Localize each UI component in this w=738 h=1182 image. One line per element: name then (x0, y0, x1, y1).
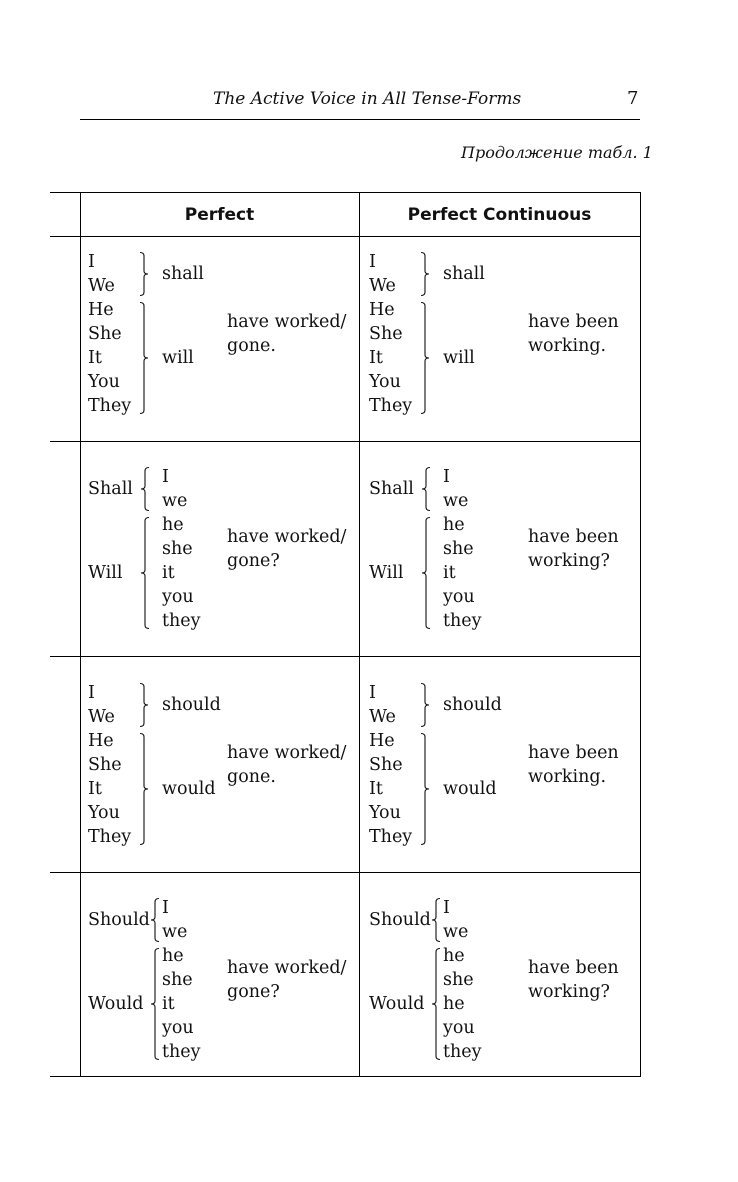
pronoun: she (162, 539, 193, 559)
pronoun: he (443, 994, 465, 1014)
pronoun: we (162, 922, 188, 942)
pronoun: she (162, 970, 193, 990)
pronoun: I (88, 683, 95, 703)
auxiliary-verb: shall (443, 264, 485, 284)
pronoun: She (369, 324, 403, 344)
pronoun: You (88, 803, 120, 823)
pronoun: It (369, 779, 383, 799)
pronoun: We (369, 276, 396, 296)
auxiliary-verb: Shall (88, 479, 133, 499)
pronoun: I (162, 467, 169, 487)
auxiliary-verb: Should (88, 910, 150, 930)
pronoun: They (369, 396, 413, 416)
pronoun: it (162, 994, 175, 1014)
auxiliary-verb: Will (88, 563, 123, 583)
pronoun: They (88, 827, 132, 847)
pronoun: I (162, 898, 169, 918)
pronoun: You (369, 372, 401, 392)
right-brace-icon (420, 733, 430, 845)
pronoun: I (88, 252, 95, 272)
table-rule (640, 192, 641, 1077)
right-brace-icon (139, 252, 149, 296)
pronoun: it (162, 563, 175, 583)
pronoun: you (443, 1018, 475, 1038)
verb-form-perfect: gone? (227, 551, 280, 571)
left-brace-icon (431, 948, 441, 1060)
left-brace-icon (140, 517, 150, 629)
left-brace-icon (150, 948, 160, 1060)
right-brace-icon (139, 302, 149, 414)
pronoun: I (443, 467, 450, 487)
verb-form-perfect: gone. (227, 336, 276, 356)
right-brace-icon (139, 683, 149, 727)
verb-form-continuous: have been (528, 312, 619, 332)
page-number: 7 (627, 88, 639, 109)
pronoun: I (369, 683, 376, 703)
auxiliary-verb: will (162, 348, 194, 368)
pronoun: I (369, 252, 376, 272)
table-continuation-label: Продолжение табл. 1 (461, 143, 653, 162)
verb-form-continuous: have been (528, 527, 619, 547)
verb-form-continuous: working. (528, 767, 607, 787)
pronoun: It (88, 779, 102, 799)
verb-form-continuous: working? (528, 982, 610, 1002)
pronoun: He (369, 731, 395, 751)
pronoun: She (369, 755, 403, 775)
pronoun: she (443, 539, 474, 559)
pronoun: he (162, 946, 184, 966)
pronoun: she (443, 970, 474, 990)
table-rule (359, 192, 360, 1077)
verb-form-perfect: have worked/ (227, 312, 347, 332)
header-title: The Active Voice in All Tense-Forms (213, 89, 522, 109)
right-brace-icon (420, 683, 430, 727)
auxiliary-verb: should (162, 695, 221, 715)
header-rule (80, 119, 640, 120)
pronoun: he (162, 515, 184, 535)
table-rule (50, 872, 640, 873)
verb-form-continuous: working. (528, 336, 607, 356)
pronoun: It (369, 348, 383, 368)
verb-form-continuous: working? (528, 551, 610, 571)
left-brace-icon (421, 467, 431, 511)
pronoun: We (88, 707, 115, 727)
pronoun: She (88, 755, 122, 775)
auxiliary-verb: will (443, 348, 475, 368)
pronoun: I (443, 898, 450, 918)
verb-form-perfect: gone. (227, 767, 276, 787)
pronoun: they (162, 611, 201, 631)
auxiliary-verb: Should (369, 910, 431, 930)
table-rule (50, 1076, 640, 1077)
pronoun: we (443, 922, 469, 942)
auxiliary-verb: would (443, 779, 497, 799)
pronoun: it (443, 563, 456, 583)
pronoun: You (88, 372, 120, 392)
pronoun: They (88, 396, 132, 416)
verb-form-perfect: have worked/ (227, 958, 347, 978)
pronoun: they (443, 1042, 482, 1062)
right-brace-icon (139, 733, 149, 845)
right-brace-icon (420, 252, 430, 296)
right-brace-icon (420, 302, 430, 414)
pronoun: He (369, 300, 395, 320)
verb-form-continuous: have been (528, 743, 619, 763)
pronoun: It (88, 348, 102, 368)
table-rule (50, 656, 640, 657)
pronoun: You (369, 803, 401, 823)
pronoun: We (369, 707, 396, 727)
verb-form-perfect: have worked/ (227, 743, 347, 763)
pronoun: they (443, 611, 482, 631)
left-brace-icon (431, 898, 441, 942)
pronoun: He (88, 731, 114, 751)
pronoun: you (162, 1018, 194, 1038)
table-rule (50, 236, 640, 237)
auxiliary-verb: Will (369, 563, 404, 583)
auxiliary-verb: Would (88, 994, 144, 1014)
left-brace-icon (140, 467, 150, 511)
verb-form-perfect: have worked/ (227, 527, 347, 547)
verb-form-perfect: gone? (227, 982, 280, 1002)
auxiliary-verb: Would (369, 994, 425, 1014)
left-brace-icon (150, 898, 160, 942)
column-header-perfect-continuous: Perfect Continuous (407, 205, 592, 225)
left-brace-icon (421, 517, 431, 629)
auxiliary-verb: should (443, 695, 502, 715)
pronoun: They (369, 827, 413, 847)
column-header-perfect: Perfect (184, 205, 255, 225)
auxiliary-verb: Shall (369, 479, 414, 499)
table-rule (50, 441, 640, 442)
pronoun: She (88, 324, 122, 344)
pronoun: He (88, 300, 114, 320)
pronoun: you (443, 587, 475, 607)
pronoun: he (443, 946, 465, 966)
pronoun: We (88, 276, 115, 296)
pronoun: we (443, 491, 469, 511)
auxiliary-verb: shall (162, 264, 204, 284)
auxiliary-verb: would (162, 779, 216, 799)
table-rule (50, 192, 640, 193)
verb-form-continuous: have been (528, 958, 619, 978)
pronoun: you (162, 587, 194, 607)
pronoun: they (162, 1042, 201, 1062)
table-rule (80, 192, 81, 1077)
pronoun: we (162, 491, 188, 511)
pronoun: he (443, 515, 465, 535)
